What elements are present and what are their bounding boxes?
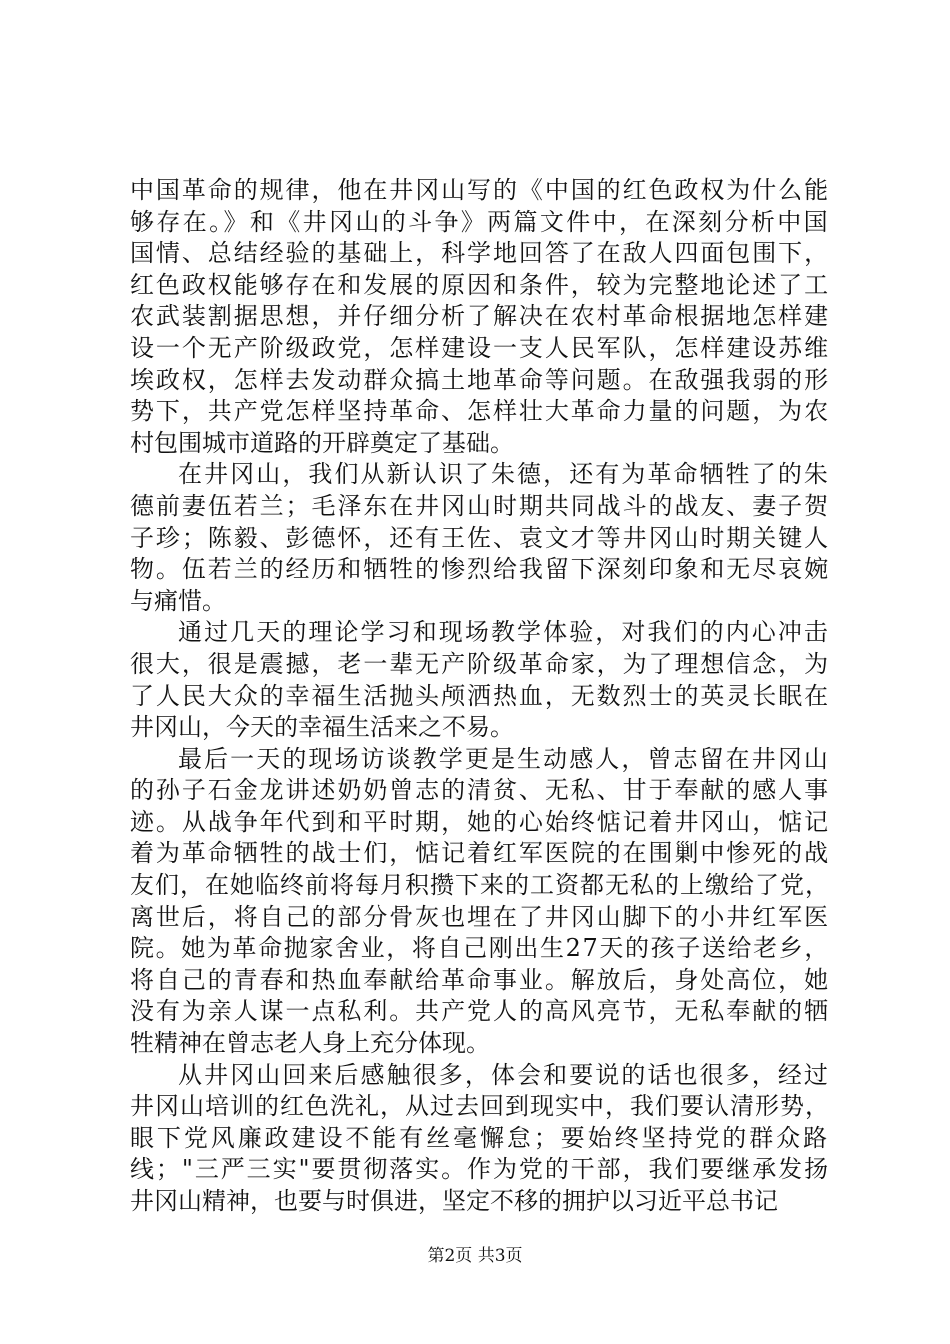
text-line: 离世后，将自己的部分骨灰也埋在了井冈山脚下的小井红军医	[130, 902, 830, 931]
text-line: 友们，在她临终前将每月积攒下来的工资都无私的上缴给了党，	[130, 871, 830, 900]
text-line: 够存在。》和《井冈山的斗争》两篇文件中，在深刻分析中国	[130, 207, 830, 236]
text-line: 农武装割据思想，并仔细分析了解决在农村革命根据地怎样建	[130, 302, 830, 331]
text-line: 井冈山培训的红色洗礼，从过去回到现实中，我们要认清形势，	[130, 1092, 830, 1121]
text-line: 线；"三严三实"要贯彻落实。作为党的干部，我们要继承发扬	[130, 1155, 830, 1184]
page-number-footer: 第2页 共3页	[427, 1246, 523, 1266]
text-line: 的孙子石金龙讲述奶奶曾志的清贫、无私、甘于奉献的感人事	[130, 776, 830, 805]
text-line: 国情、总结经验的基础上，科学地回答了在敌人四面包围下，	[130, 239, 830, 268]
text-line: 设一个无产阶级政党，怎样建设一支人民军队，怎样建设苏维	[130, 333, 830, 362]
text-line: 与痛惜。	[130, 586, 226, 615]
text-line: 在井冈山，我们从新认识了朱德，还有为革命牺牲了的朱	[178, 460, 830, 489]
text-line: 迹。从战争年代到和平时期，她的心始终惦记着井冈山，惦记	[130, 807, 830, 836]
text-line: 中国革命的规律，他在井冈山写的《中国的红色政权为什么能	[130, 176, 830, 204]
text-line: 牲精神在曾志老人身上充分体现。	[130, 1029, 490, 1058]
text-line: 井冈山，今天的幸福生活来之不易。	[130, 713, 514, 742]
text-line: 德前妻伍若兰；毛泽东在井冈山时期共同战斗的战友、妻子贺	[130, 491, 830, 520]
text-line: 埃政权，怎样去发动群众搞土地革命等问题。在敌强我弱的形	[130, 365, 830, 394]
text-line: 村包围城市道路的开辟奠定了基础。	[130, 428, 514, 457]
text-line: 眼下党风廉政建设不能有丝毫懈怠；要始终坚持党的群众路	[130, 1123, 830, 1152]
text-line: 没有为亲人谋一点私利。共产党人的高风亮节，无私奉献的牺	[130, 997, 830, 1026]
text-line: 最后一天的现场访谈教学更是生动感人，曾志留在井冈山	[178, 744, 830, 773]
body-text	[130, 175, 830, 1218]
text-line: 着为革命牺牲的战士们，惦记着红军医院的在围剿中惨死的战	[130, 839, 830, 868]
text-line: 红色政权能够存在和发展的原因和条件，较为完整地论述了工	[130, 270, 830, 299]
text-line: 将自己的青春和热血奉献给革命事业。解放后，身处高位，她	[130, 965, 830, 994]
text-line: 势下，共产党怎样坚持革命、怎样壮大革命力量的问题，为农	[130, 397, 830, 426]
text-line: 院。她为革命抛家舍业，将自己刚出生27天的孩子送给老乡，	[130, 934, 830, 963]
text-line: 很大，很是震撼，老一辈无产阶级革命家，为了理想信念，为	[130, 649, 830, 678]
text-line: 物。伍若兰的经历和牺牲的惨烈给我留下深刻印象和无尽哀婉	[130, 555, 830, 584]
text-line: 从井冈山回来后感触很多，体会和要说的话也很多，经过	[178, 1060, 830, 1089]
text-line: 井冈山精神，也要与时俱进，坚定不移的拥护以习近平总书记	[130, 1187, 778, 1215]
text-line: 子珍；陈毅、彭德怀，还有王佐、袁文才等井冈山时期关键人	[130, 523, 830, 552]
text-line: 通过几天的理论学习和现场教学体验，对我们的内心冲击	[178, 618, 830, 647]
text-line: 了人民大众的幸福生活抛头颅洒热血，无数烈士的英灵长眠在	[130, 681, 830, 710]
